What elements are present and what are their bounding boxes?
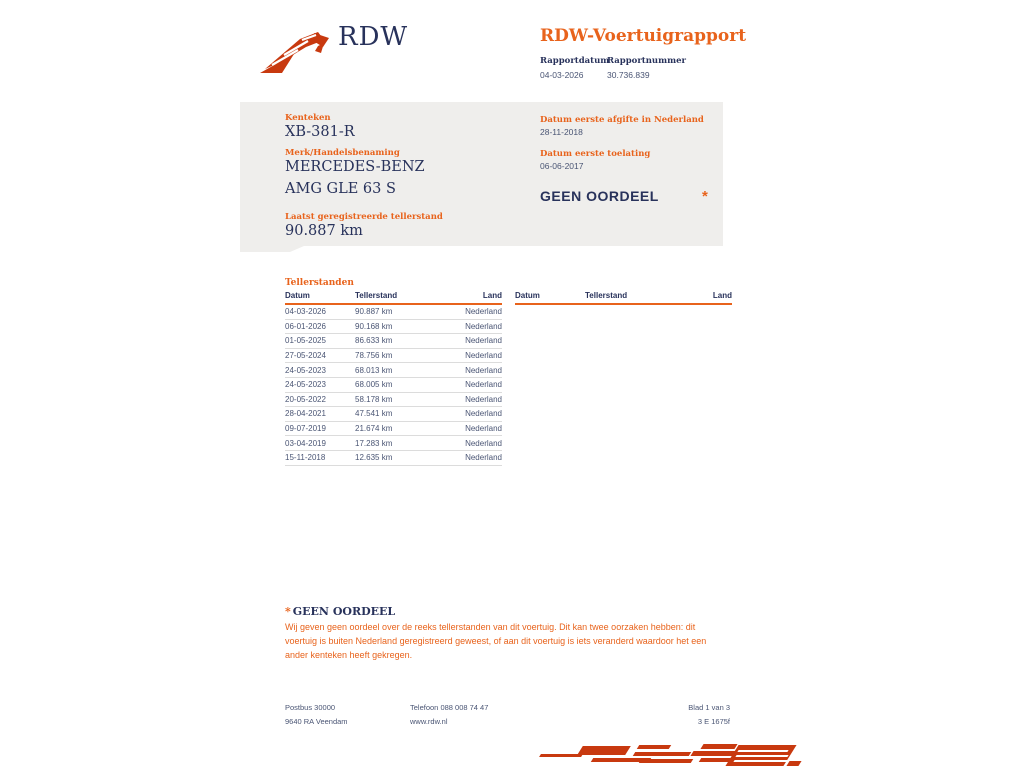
- table-header-row: [285, 291, 502, 305]
- rdw-logo-wordmark: RDW: [338, 22, 409, 52]
- cell-land: Nederland: [465, 351, 502, 361]
- table-row: [285, 422, 502, 437]
- tellerstanden-table-right: [515, 291, 732, 305]
- cell-datum: 15-11-2018: [285, 453, 326, 463]
- cell-tellerstand: 21.674 km: [355, 424, 393, 434]
- cell-land: Nederland: [465, 307, 502, 317]
- cell-datum: 04-03-2026: [285, 307, 326, 317]
- rapportnummer-value: 30.736.839: [607, 70, 650, 80]
- col-land: Land: [712, 291, 732, 300]
- cell-datum: 01-05-2025: [285, 336, 326, 346]
- col-datum: Datum: [285, 291, 310, 300]
- cell-tellerstand: 58.178 km: [355, 394, 393, 404]
- footer-page-indicator: Blad 1 van 3: [688, 703, 730, 712]
- cell-tellerstand: 68.013 km: [355, 365, 393, 375]
- cell-tellerstand: 78.756 km: [355, 351, 393, 361]
- cell-land: Nederland: [465, 438, 502, 448]
- cell-tellerstand: 86.633 km: [355, 336, 393, 346]
- table-row: [285, 320, 502, 335]
- table-row: [285, 393, 502, 408]
- merk-value-line1: MERCEDES-BENZ: [285, 159, 425, 175]
- table-header-row: [515, 291, 732, 305]
- footnote-title-text: GEEN OORDEEL: [292, 605, 396, 618]
- footer-website[interactable]: www.rdw.nl: [410, 717, 448, 726]
- col-datum: Datum: [515, 291, 540, 300]
- table-row: [285, 334, 502, 349]
- cell-tellerstand: 17.283 km: [355, 438, 393, 448]
- cell-datum: 24-05-2023: [285, 365, 326, 375]
- footer-contact: [410, 701, 488, 729]
- afgifte-value: 28-11-2018: [540, 127, 583, 137]
- col-tellerstand: Tellerstand: [355, 291, 398, 300]
- footnote-body: Wij geven geen oordeel over de reeks tellerstanden van dit voertuig. Dit kan twee oorzaken hebben: dit voertuig is buiten Nederland geregistreerd geweest, of aan dit voertuig is iets veranderd waardoor het een ander kenteken heeft gekregen.: [285, 622, 707, 660]
- rapportdatum-label: Rapportdatum: [540, 56, 610, 66]
- rapportnummer-label: Rapportnummer: [607, 56, 686, 66]
- cell-tellerstand: 90.887 km: [355, 307, 393, 317]
- col-tellerstand: Tellerstand: [585, 291, 628, 300]
- cell-land: Nederland: [465, 321, 502, 331]
- tellerstanden-section-title: Tellerstanden: [285, 278, 354, 288]
- cell-datum: 28-04-2021: [285, 409, 326, 419]
- table-body: [285, 305, 502, 466]
- cell-land: Nederland: [465, 365, 502, 375]
- table-row: [285, 349, 502, 364]
- cell-land: Nederland: [465, 394, 502, 404]
- table-row: [285, 363, 502, 378]
- cell-datum: 24-05-2023: [285, 380, 326, 390]
- table-row: [285, 407, 502, 422]
- merk-value-line2: AMG GLE 63 S: [285, 181, 396, 197]
- cell-land: Nederland: [465, 409, 502, 419]
- cell-land: Nederland: [465, 336, 502, 346]
- tellerstand-label: Laatst geregistreerde tellerstand: [285, 212, 443, 222]
- rdw-bird-logo-icon: [258, 26, 336, 76]
- cell-datum: 09-07-2019: [285, 424, 326, 434]
- tellerstanden-table-left: [285, 291, 502, 466]
- footer-postbus: Postbus 30000: [285, 703, 336, 712]
- cell-land: Nederland: [465, 380, 502, 390]
- footnote-asterisk: *: [285, 605, 291, 618]
- verdict-asterisk: *: [702, 188, 708, 205]
- cell-tellerstand: 47.541 km: [355, 409, 393, 419]
- kenteken-value: XB-381-R: [285, 124, 355, 140]
- table-row: [285, 305, 502, 320]
- table-row: [285, 436, 502, 451]
- cell-tellerstand: 90.168 km: [355, 321, 393, 331]
- table-row: [285, 378, 502, 393]
- rapportdatum-value: 04-03-2026: [540, 70, 584, 80]
- footer-city: 9640 RA Veendam: [285, 717, 348, 726]
- toelating-label: Datum eerste toelating: [540, 149, 651, 159]
- cell-datum: 06-01-2026: [285, 321, 326, 331]
- cell-datum: 27-05-2024: [285, 351, 326, 361]
- verdict-text: GEEN OORDEEL: [540, 188, 659, 204]
- rapportdatum-field: [540, 56, 609, 80]
- tellerstand-value: 90.887 km: [285, 223, 363, 239]
- speed-lines-graphic-icon: [540, 742, 800, 768]
- rapportnummer-field: [607, 56, 686, 80]
- cell-tellerstand: 12.635 km: [355, 453, 393, 463]
- footer-phone: Telefoon 088 008 74 47: [410, 703, 489, 712]
- col-land: Land: [482, 291, 502, 300]
- cell-land: Nederland: [465, 453, 502, 463]
- cell-datum: 20-05-2022: [285, 394, 326, 404]
- footer-address: [285, 701, 348, 729]
- footer-paging: [610, 701, 730, 729]
- cell-tellerstand: 68.005 km: [355, 380, 393, 390]
- footnote-title: [285, 605, 395, 618]
- footer-form-code: 3 E 1675f: [697, 717, 730, 726]
- report-title: RDW-Voertuigrapport: [540, 26, 747, 46]
- cell-datum: 03-04-2019: [285, 438, 326, 448]
- cell-land: Nederland: [465, 424, 502, 434]
- kenteken-label: Kenteken: [285, 113, 331, 123]
- table-row: [285, 451, 502, 466]
- afgifte-label: Datum eerste afgifte in Nederland: [540, 115, 704, 125]
- merk-label: Merk/Handelsbenaming: [285, 148, 400, 158]
- toelating-value: 06-06-2017: [540, 161, 584, 171]
